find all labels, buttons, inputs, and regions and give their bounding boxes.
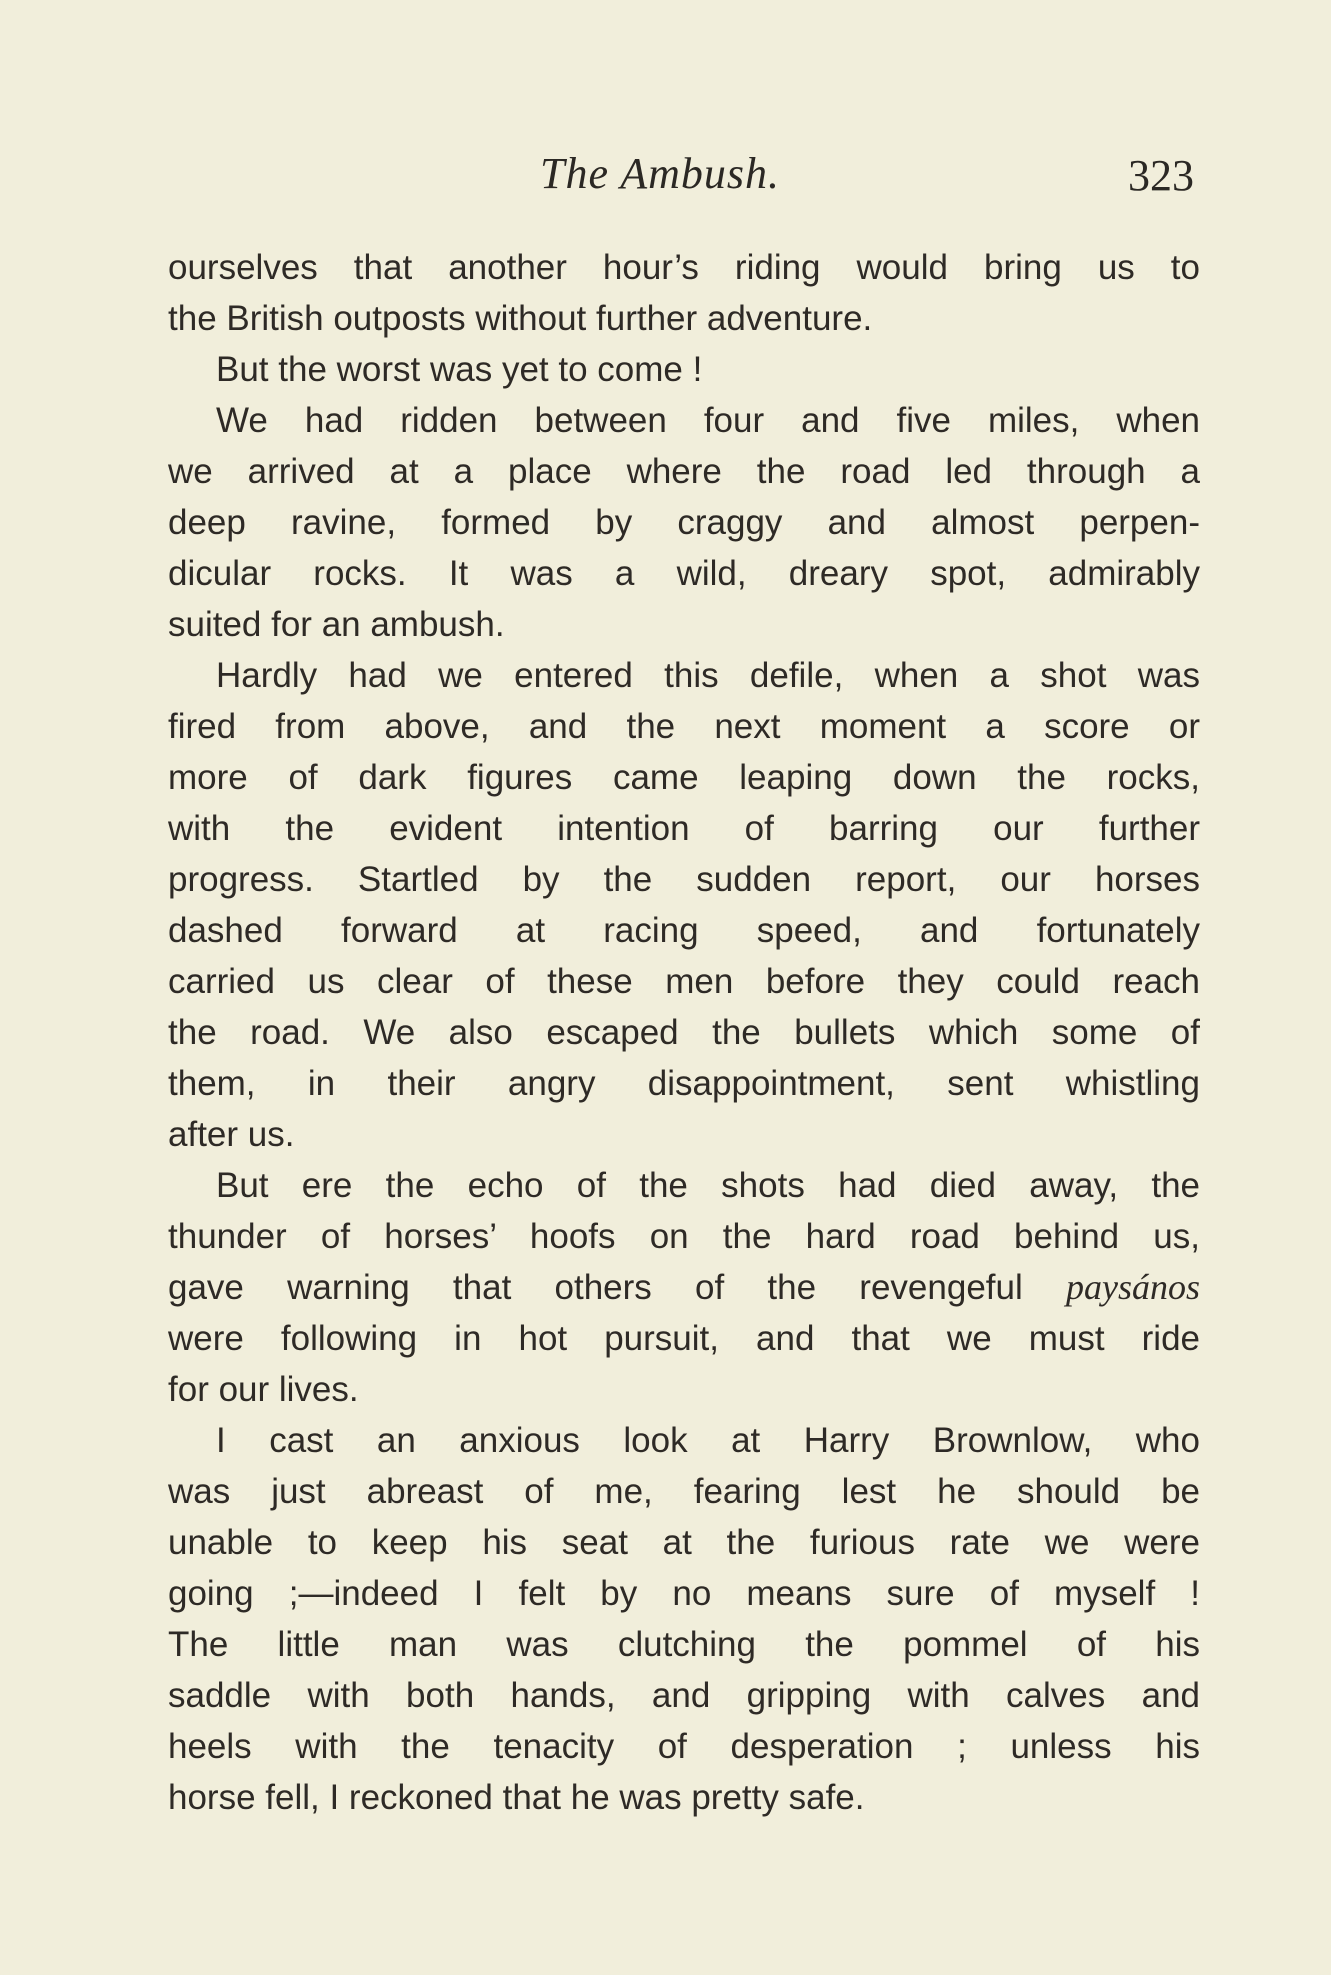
text-line-content: suited for an ambush. [168,605,505,644]
text-line [168,344,1200,395]
text-line-content: heels with the tenacity of desperation ; unless his [168,1727,1200,1766]
text-line-content: Hardly had we entered this defile, when a shot was [216,656,1200,695]
text-line-content: them, in their angry disappointment, sent whistling [168,1064,1200,1103]
text-line [168,1466,1200,1517]
text-line-content: deep ravine, formed by craggy and almost perpen- [168,503,1200,542]
body-text [168,242,1200,1823]
text-line-content: was just abreast of me, fearing lest he should be [168,1472,1200,1511]
text-line [168,548,1200,599]
text-line [168,1670,1200,1721]
text-line-content: dicular rocks. It was a wild, dreary spot, admirably [168,554,1200,593]
text-line-content: more of dark figures came leaping down the rocks, [168,758,1200,797]
text-line-content: were following in hot pursuit, and that we must ride [168,1319,1200,1358]
text-line [168,854,1200,905]
text-line [168,497,1200,548]
text-line [168,701,1200,752]
text-line [168,1262,1200,1313]
text-line-content: But the worst was yet to come ! [216,350,703,389]
text-line [168,1007,1200,1058]
text-line [168,242,1200,293]
text-line-content: dashed forward at racing speed, and fortunately [168,911,1200,950]
text-line [168,1058,1200,1109]
text-line-content: progress. Startled by the sudden report, our horses [168,860,1200,899]
text-line-content: But ere the echo of the shots had died away, the [216,1166,1200,1205]
running-title: The Ambush. [540,149,780,198]
text-line [168,1619,1200,1670]
text-line [168,1160,1200,1211]
text-line-content: ourselves that another hour’s riding would bring us to [168,248,1200,287]
text-line [168,650,1200,701]
text-line [168,293,1200,344]
text-line [168,956,1200,1007]
text-line [168,446,1200,497]
page-number: 323 [1128,151,1194,200]
text-line-content: thunder of horses’ hoofs on the hard road behind us, [168,1217,1200,1256]
text-line [168,1415,1200,1466]
text-line [168,803,1200,854]
text-line [168,1772,1200,1823]
text-line-content: I cast an anxious look at Harry Brownlow, who [216,1421,1200,1460]
text-line [168,1313,1200,1364]
text-line-content: fired from above, and the next moment a score or [168,707,1200,746]
text-line [168,1364,1200,1415]
text-line-content: after us. [168,1115,295,1154]
text-line-content: saddle with both hands, and gripping with calves and [168,1676,1200,1715]
text-line-content: we arrived at a place where the road led through a [168,452,1200,491]
text-line [168,395,1200,446]
text-line-content: carried us clear of these men before they could reach [168,962,1200,1001]
text-line [168,1568,1200,1619]
text-line-content: horse fell, I reckoned that he was pretty safe. [168,1778,865,1817]
italic-word: paysános [1066,1267,1200,1307]
text-line [168,599,1200,650]
text-line-content: unable to keep his seat at the furious rate we were [168,1523,1200,1562]
text-line-content: gave warning that others of the revengeful [168,1268,1023,1307]
text-line [168,1721,1200,1772]
text-line [168,752,1200,803]
text-line [168,1211,1200,1262]
running-head [0,148,1331,208]
text-line-content: We had ridden between four and five miles, when [216,401,1200,440]
text-line [168,905,1200,956]
text-line [168,1517,1200,1568]
text-line-content: going ;—indeed I felt by no means sure of myself ! [168,1574,1200,1613]
text-line-content: The little man was clutching the pommel of his [168,1625,1200,1664]
text-line-content: with the evident intention of barring our further [168,809,1200,848]
text-line-content: for our lives. [168,1370,359,1409]
text-line-content: the road. We also escaped the bullets which some of [168,1013,1200,1052]
text-line [168,1109,1200,1160]
text-line-content: the British outposts without further adventure. [168,299,873,338]
